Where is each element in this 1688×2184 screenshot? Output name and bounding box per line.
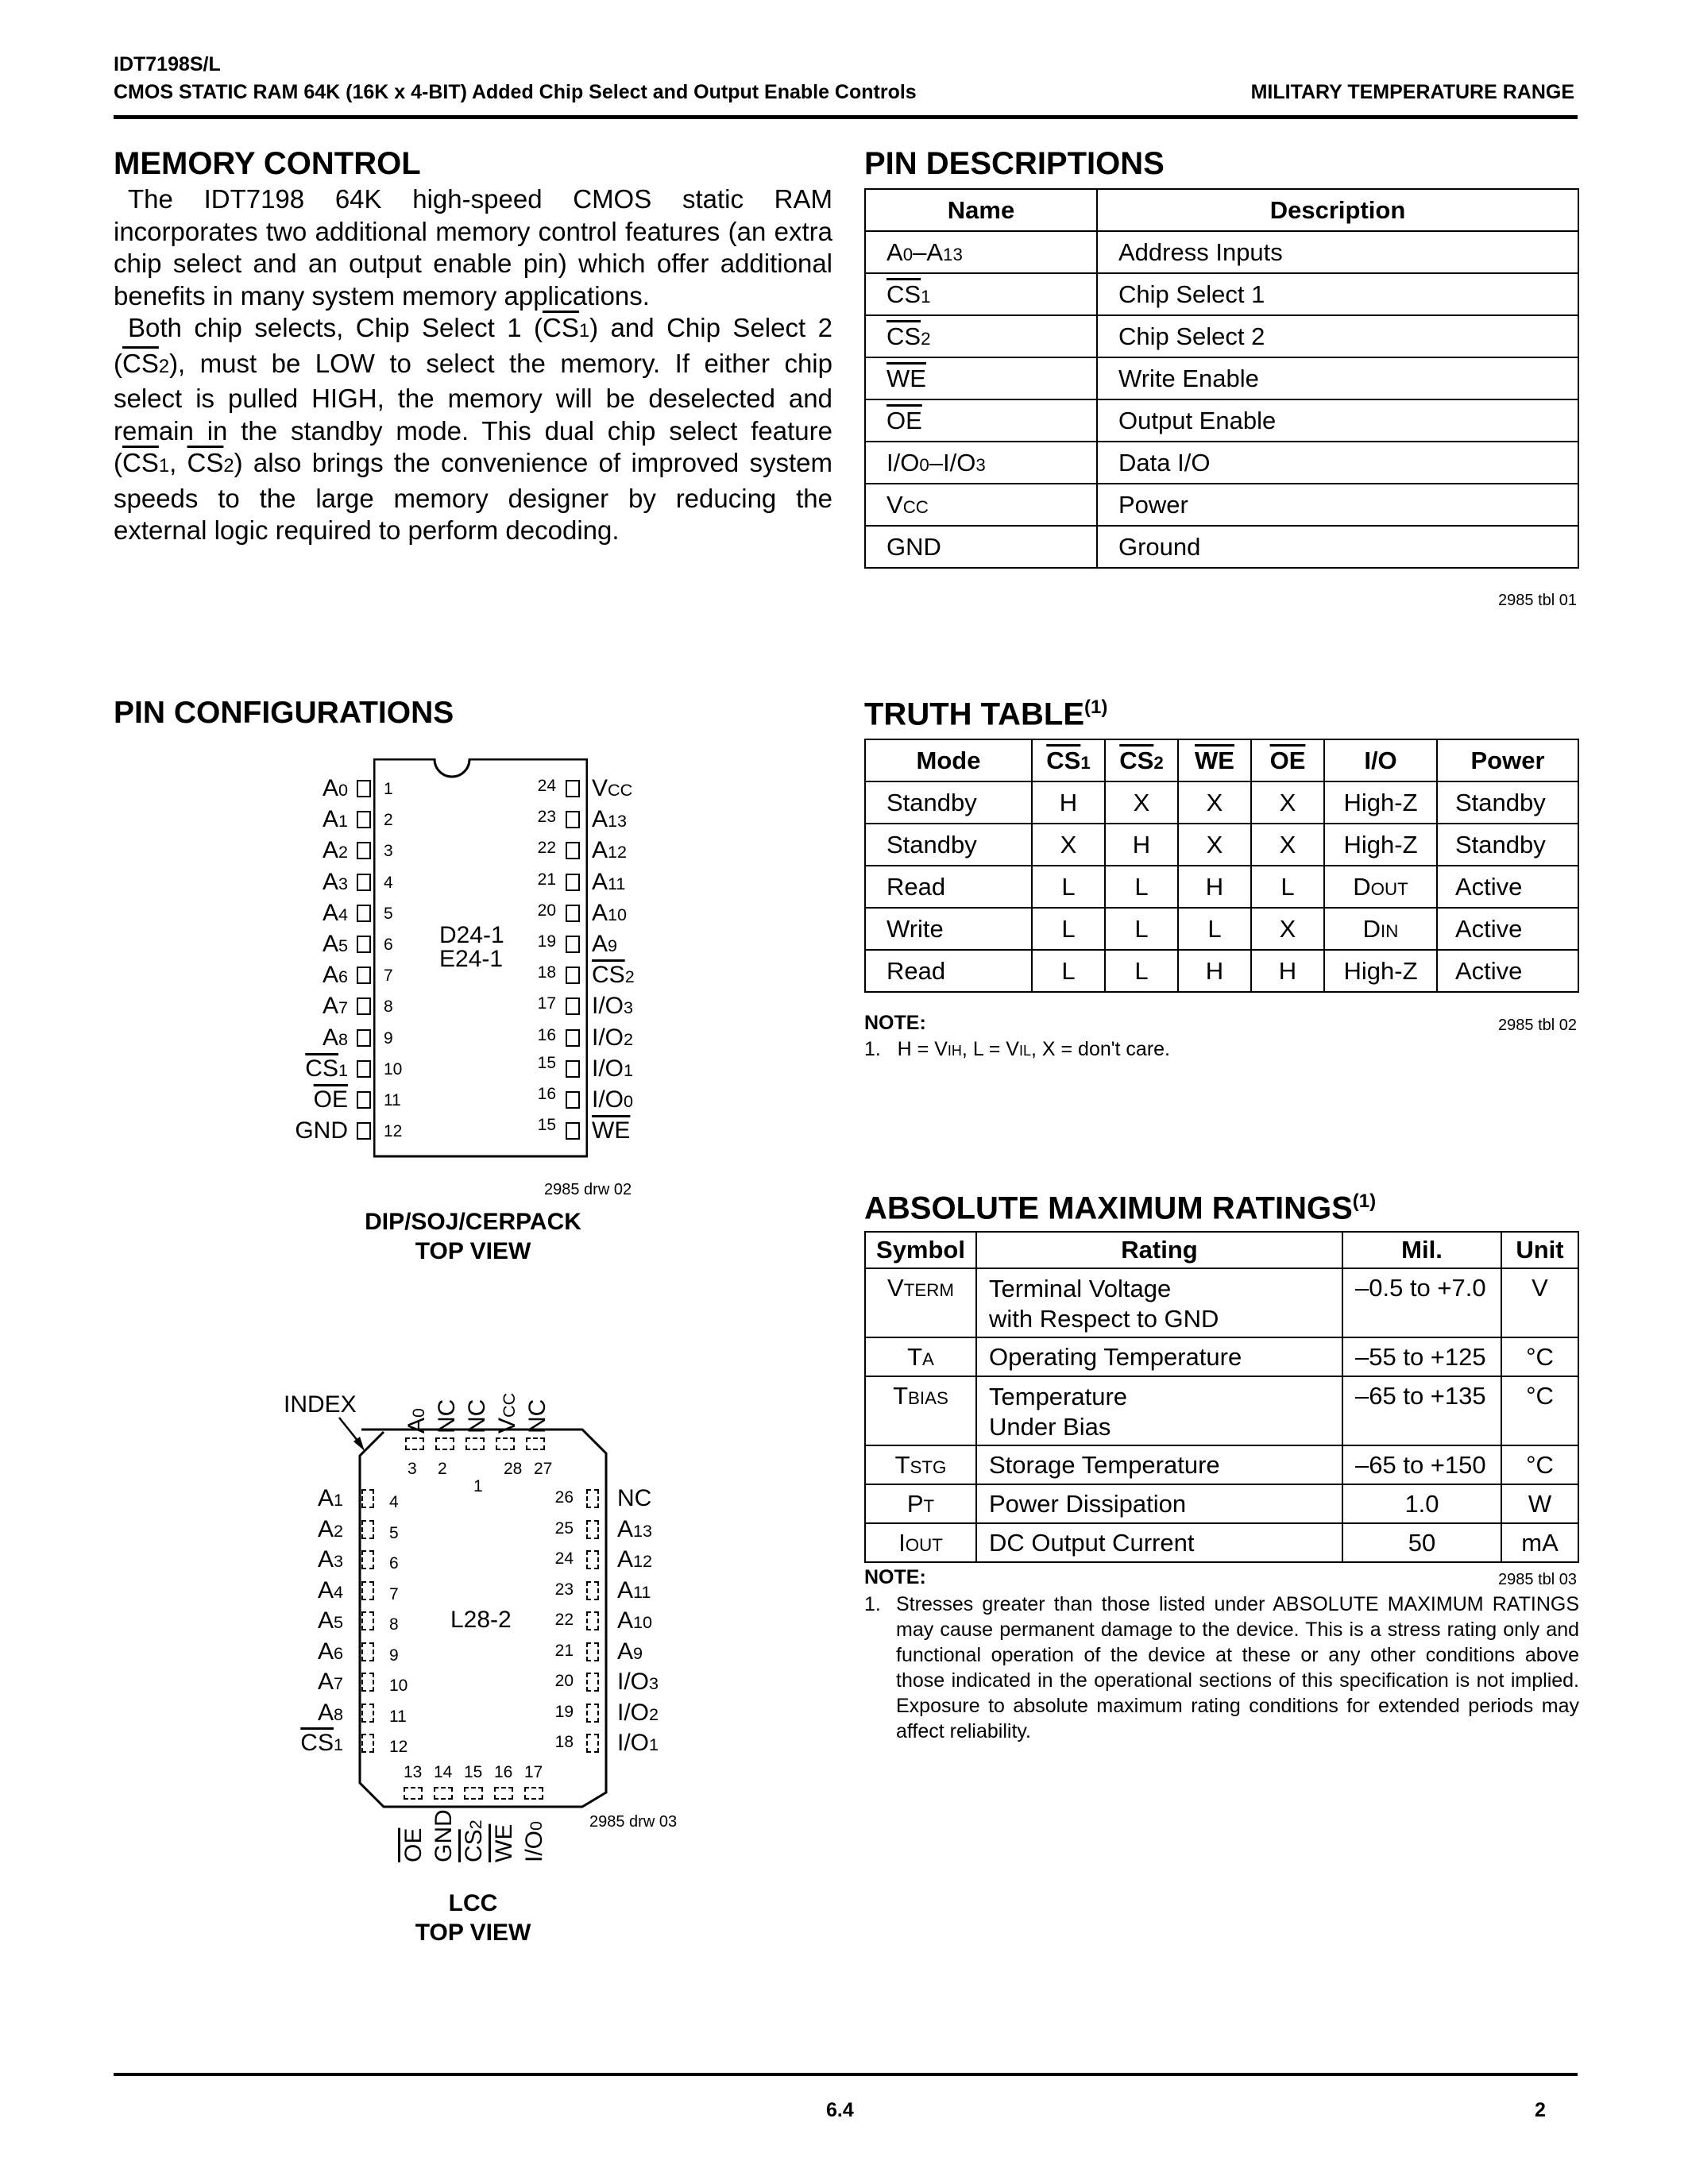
lcc-left-pin-label: $\overline{CS}1$ (300, 1730, 343, 1756)
col-io: I/O (1324, 739, 1437, 781)
dip-right-pin-label: A9 (592, 931, 618, 957)
lcc-top-pin-number: 1 (473, 1477, 483, 1495)
lcc-pin-pad (586, 1581, 599, 1600)
lcc-pin-pad (361, 1611, 374, 1630)
dip-left-pin-number: 4 (384, 873, 393, 892)
abs-note-1-num: 1. (864, 1593, 881, 1615)
lcc-right-pin-label: A9 (617, 1638, 643, 1665)
lcc-pin-pad (586, 1734, 599, 1753)
drw03-ref: 2985 drw 03 (589, 1813, 678, 1831)
dip-caption: DIP/SOJ/CERPACK TOP VIEW (365, 1209, 581, 1264)
col-cs1: $\overline{CS}1$ (1032, 739, 1105, 781)
dip-pin-pad (566, 874, 580, 891)
lcc-pin-pad (586, 1704, 599, 1723)
table-row (865, 273, 1578, 315)
abs-max-table (864, 1231, 1579, 1563)
dip-right-pin-label: I/O3 (592, 993, 634, 1020)
dip-left-pin-label: $\overline{OE}$ (313, 1086, 348, 1113)
lcc-pin-pad (361, 1734, 374, 1753)
col-oe: $\overline{OE}$ (1251, 739, 1324, 781)
dip-left-pin-label: $\overline{CS}1$ (305, 1055, 348, 1082)
lcc-left-pin-label: A4 (317, 1576, 343, 1603)
col-name: Name (865, 189, 1097, 231)
lcc-left-pin-number: 10 (389, 1677, 408, 1695)
lcc-top-pin-label: NC (464, 1399, 490, 1433)
dip-pin-pad (566, 1060, 580, 1078)
pin-name: $\overline{CS}1$ (865, 273, 1097, 315)
section-number: 6.4 (826, 2099, 854, 2121)
lcc-bottom-pin-number: 14 (434, 1763, 453, 1781)
lcc-pin-pad (524, 1787, 543, 1800)
truth-table-heading: TRUTH TABLE$^{(1)}$ (864, 696, 1108, 732)
lcc-bottom-pin-label: $\overline{WE}$ (491, 1823, 517, 1862)
dip-left-pin-number: 3 (384, 842, 393, 861)
dip-left-pin-number: 5 (384, 904, 393, 923)
pin-desc: Address Inputs (1097, 231, 1578, 273)
dip-left-pin-number: 11 (384, 1091, 401, 1109)
lcc-right-pin-number: 24 (554, 1549, 574, 1568)
lcc-right-pin-label: A13 (617, 1515, 653, 1542)
lcc-top-pin-number: 2 (438, 1460, 447, 1478)
memory-control-para1: The IDT7198 64K high-speed CMOS static RAM incorporates two additional memory control features (an extra chip select and an output enable pin) which offer additional benefits in many system memory applications. (114, 184, 832, 311)
dip-pin-pad (566, 780, 580, 797)
dip-pin-pad (566, 905, 580, 922)
table-row (865, 484, 1578, 526)
dip-right-pin-number: 20 (537, 901, 556, 920)
pin-desc: Ground (1097, 526, 1578, 568)
lcc-pin-pad (404, 1787, 423, 1800)
lcc-right-pin-number: 23 (554, 1580, 574, 1599)
table-row (865, 357, 1578, 399)
lcc-left-pin-number: 6 (389, 1554, 399, 1572)
dip-pin-pad (357, 842, 371, 859)
dip-pin-pad (566, 1122, 580, 1140)
dip-left-pin-label: A2 (322, 837, 348, 864)
dip-right-pin-label: A11 (592, 868, 626, 895)
lcc-left-pin-number: 7 (389, 1584, 399, 1603)
tbl03-ref: 2985 tbl 03 (1498, 1571, 1577, 1588)
dip-pin-pad (566, 1091, 580, 1109)
pin-desc: Output Enable (1097, 399, 1578, 442)
dip-right-pin-number: 19 (537, 932, 556, 951)
abs-note-1: Stresses greater than those listed under ABSOLUTE MAXIMUM RATINGS may cause permanent damage to the device. This is a stress rating only and functional operation of the device at these or any other conditions above those indicated in the operational sections of this specification is not implied. Exposure to absolute maximum rating conditions for extended periods may affect reliability. (896, 1593, 1579, 1742)
table-row: TSTG Storage Temperature –65 to +150 °C (865, 1445, 1578, 1484)
lcc-bottom-pin-label: I/O0 (521, 1820, 547, 1862)
memory-control-heading: MEMORY CONTROL (114, 146, 421, 181)
pin-desc: Power (1097, 484, 1578, 526)
lcc-package-code: L28-2 (450, 1607, 512, 1633)
lcc-left-pin-label: A1 (317, 1485, 343, 1511)
lcc-left-pin-label: A5 (317, 1607, 343, 1634)
lcc-pin-pad (586, 1489, 599, 1508)
pin-name: VCC (865, 484, 1097, 526)
page-number: 2 (1535, 2099, 1546, 2121)
lcc-right-pin-label: I/O1 (617, 1730, 659, 1756)
dip-pin-pad (566, 997, 580, 1015)
dip-right-pin-label: VCC (592, 775, 633, 801)
table-row (865, 231, 1578, 273)
lcc-bottom-pin-number: 13 (404, 1763, 423, 1781)
dip-left-pin-label: A7 (322, 993, 348, 1020)
truth-note-1: 1. H = VIH, L = VIL, X = don't care. (864, 1038, 1170, 1060)
pin-desc: Write Enable (1097, 357, 1578, 399)
tbl01-ref: 2985 tbl 01 (1498, 592, 1577, 609)
lcc-right-pin-label: A11 (617, 1576, 651, 1603)
lcc-pin-pad (361, 1581, 374, 1600)
dip-pin-pad (357, 1122, 371, 1140)
dip-right-pin-number: 16 (537, 1025, 556, 1044)
lcc-bottom-pin-number: 15 (464, 1763, 483, 1781)
table-row: Read L L H H High-Z Active (865, 950, 1578, 992)
dip-right-pin-number: 15 (537, 1053, 556, 1072)
rating-cell: Temperature Under Bias (976, 1376, 1342, 1445)
lcc-pin-pad (586, 1611, 599, 1630)
dip-left-pin-label: A5 (322, 931, 348, 957)
dip-pin-pad (357, 1091, 371, 1109)
rating-cell: Terminal Voltage with Respect to GND (976, 1268, 1342, 1337)
dip-left-pin-number: 8 (384, 997, 393, 1017)
dip-left-pin-number: 2 (384, 811, 393, 830)
dip-pin-pad (566, 811, 580, 828)
table-row (865, 315, 1578, 357)
memory-control-text (114, 183, 832, 547)
col-power: Power (1437, 739, 1578, 781)
table-header-row: Symbol Rating Mil. Unit (865, 1232, 1578, 1268)
lcc-left-pin-number: 4 (389, 1493, 399, 1511)
table-row: PT Power Dissipation 1.0 W (865, 1484, 1578, 1523)
dip-right-pin-label: $\overline{WE}$ (592, 1117, 631, 1144)
part-number: IDT7198S/L (114, 53, 221, 75)
sym-ta: TA (865, 1337, 976, 1376)
lcc-right-pin-number: 18 (554, 1733, 574, 1751)
pin-desc: Data I/O (1097, 442, 1578, 484)
truth-note-label: NOTE: (864, 1012, 926, 1034)
lcc-left-pin-number: 11 (389, 1707, 407, 1726)
lcc-right-pin-number: 25 (554, 1518, 574, 1538)
lcc-pin-pad (361, 1489, 374, 1508)
dip-right-pin-label: I/O1 (592, 1055, 634, 1082)
pin-configurations-heading: PIN CONFIGURATIONS (114, 696, 454, 730)
dip-left-pin-number: 7 (384, 967, 393, 986)
header-rule (114, 115, 1578, 119)
truth-table (864, 739, 1579, 993)
dip-right-pin-label: A12 (592, 837, 628, 864)
lcc-bottom-pin-label: $\overline{CS}2$ (461, 1819, 487, 1862)
lcc-pin-pad (434, 1787, 453, 1800)
table-row (865, 399, 1578, 442)
abs-max-heading: ABSOLUTE MAXIMUM RATINGS$^{(1)}$ (864, 1190, 1377, 1226)
abs-note-label: NOTE: (864, 1566, 926, 1588)
sym-iout: IOUT (865, 1523, 976, 1562)
lcc-pin-pad (586, 1520, 599, 1539)
lcc-left-pin-label: A8 (317, 1699, 343, 1726)
dip-pin-pad (357, 1029, 371, 1047)
dip-left-pin-label: A3 (322, 868, 348, 895)
dip-left-pin-number: 9 (384, 1028, 393, 1048)
lcc-right-pin-label: I/O3 (617, 1669, 659, 1695)
lcc-right-pin-number: 21 (554, 1641, 574, 1660)
table-row (865, 526, 1578, 568)
pin-descriptions-table (864, 188, 1579, 569)
dip-pin-pad (357, 997, 371, 1015)
lcc-bottom-pin-number: 16 (494, 1763, 513, 1781)
lcc-caption: LCC TOP VIEW (415, 1890, 531, 1946)
lcc-pin-pad (435, 1437, 454, 1450)
dip-right-pin-label: A10 (592, 899, 628, 926)
pin-name: A0–A13 (865, 231, 1097, 273)
col-we: $\overline{WE}$ (1178, 739, 1251, 781)
lcc-left-pin-label: A2 (317, 1515, 343, 1542)
pin-name: $\overline{CS}2$ (865, 315, 1097, 357)
lcc-left-pin-label: A3 (317, 1546, 343, 1572)
dip-right-pin-number: 24 (537, 777, 556, 795)
dip-left-pin-number: 1 (384, 780, 393, 798)
dip-right-pin-label: $\overline{CS}2$ (592, 962, 635, 989)
lcc-pin-pad (361, 1520, 374, 1539)
dip-left-pin-label: A1 (322, 806, 348, 833)
lcc-top-pin-number: 27 (534, 1460, 553, 1478)
pin-name: $\overline{WE}$ (865, 357, 1097, 399)
dip-pin-pad (357, 811, 371, 828)
dip-left-pin-label: A0 (322, 775, 348, 801)
dip-pin-pad (357, 1060, 371, 1078)
dip-right-pin-number: 22 (537, 839, 556, 858)
dip-pin-pad (566, 967, 580, 984)
lcc-pin-pad (465, 1437, 485, 1450)
lcc-top-pin-label: NC (434, 1399, 460, 1433)
dip-right-pin-label: I/O0 (592, 1086, 634, 1113)
lcc-left-pin-number: 12 (389, 1738, 408, 1756)
table-row: VTERM Terminal Voltage with Respect to GND –0.5 to +7.0 V (865, 1268, 1578, 1337)
lcc-index-label: INDEX (284, 1391, 357, 1418)
lcc-left-pin-number: 9 (389, 1646, 399, 1665)
lcc-left-pin-label: A6 (317, 1638, 343, 1665)
dip-pin-pad (357, 905, 371, 922)
pin-name: GND (865, 526, 1097, 568)
lcc-top-pin-number: 28 (504, 1460, 523, 1478)
lcc-pin-pad (361, 1642, 374, 1661)
lcc-left-pin-number: 5 (389, 1523, 399, 1542)
drw02-ref: 2985 drw 02 (544, 1181, 632, 1198)
dip-right-pin-label: I/O2 (592, 1024, 634, 1051)
dip-right-pin-number: 17 (537, 994, 556, 1013)
lcc-top-pin-label: NC (524, 1399, 550, 1433)
table-row: IOUT DC Output Current 50 mA (865, 1523, 1578, 1562)
table-header-row (865, 739, 1578, 781)
dip-pin-pad (357, 874, 371, 891)
lcc-bottom-pin-label: $\overline{OE}$ (400, 1827, 427, 1862)
lcc-pin-pad (586, 1642, 599, 1661)
table-row: Standby X H X X High-Z Standby (865, 824, 1578, 866)
dip-package-code: D24-1 E24-1 (439, 922, 504, 972)
lcc-right-pin-number: 20 (554, 1672, 574, 1690)
lcc-pin-pad (586, 1673, 599, 1692)
dip-left-pin-number: 6 (384, 936, 393, 954)
table-row: TBIAS Temperature Under Bias –65 to +135 °C (865, 1376, 1578, 1445)
dip-pin-pad (566, 936, 580, 953)
lcc-pin-pad (496, 1437, 515, 1450)
pin-descriptions-heading: PIN DESCRIPTIONS (864, 146, 1165, 181)
dip-pin-pad (566, 842, 580, 859)
table-row: Write L L L X DIN Active (865, 908, 1578, 950)
dip-right-pin-number: 18 (537, 963, 556, 982)
pin-desc: Chip Select 1 (1097, 273, 1578, 315)
col-description: Description (1097, 189, 1578, 231)
lcc-right-pin-label: NC (617, 1485, 652, 1511)
lcc-bottom-pin-label: GND (431, 1809, 457, 1862)
sym-tbias: TBIAS (865, 1376, 976, 1445)
lcc-right-pin-number: 19 (554, 1702, 574, 1721)
dip-right-pin-label: A13 (592, 806, 628, 833)
footer-rule (114, 2073, 1578, 2076)
lcc-left-pin-number: 8 (389, 1615, 399, 1634)
table-row (865, 442, 1578, 484)
dip-left-pin-label: A6 (322, 962, 348, 989)
dip-left-pin-number: 12 (384, 1122, 403, 1141)
tbl02-ref: 2985 tbl 02 (1498, 1017, 1577, 1034)
dip-left-pin-label: A4 (322, 899, 348, 926)
dip-pin-pad (357, 967, 371, 984)
lcc-right-pin-number: 26 (554, 1488, 574, 1507)
lcc-right-pin-label: I/O2 (617, 1699, 659, 1726)
sym-vterm: VTERM (865, 1268, 976, 1337)
sym-tstg: TSTG (865, 1445, 976, 1484)
pin-name: I/O0–I/O3 (865, 442, 1097, 484)
lcc-top-pin-label: A0 (404, 1407, 430, 1433)
dip-left-pin-label: A8 (322, 1024, 348, 1051)
col-mode: Mode (865, 739, 1032, 781)
dip-right-pin-number: 21 (537, 870, 556, 889)
document-title: CMOS STATIC RAM 64K (16K x 4-BIT) Added Chip Select and Output Enable Controls (114, 81, 917, 103)
lcc-pin-pad (586, 1550, 599, 1569)
dip-pin-pad (357, 936, 371, 953)
pin-desc: Chip Select 2 (1097, 315, 1578, 357)
col-cs2: $\overline{CS}2$ (1105, 739, 1178, 781)
dip-pin-pad (357, 780, 371, 797)
sym-pt: PT (865, 1484, 976, 1523)
lcc-pin-pad (494, 1787, 513, 1800)
lcc-pin-pad (526, 1437, 545, 1450)
table-row: Standby H X X X High-Z Standby (865, 781, 1578, 824)
lcc-top-pin-number: 3 (408, 1460, 417, 1478)
temperature-range: MILITARY TEMPERATURE RANGE (1250, 81, 1574, 103)
lcc-right-pin-number: 22 (554, 1611, 574, 1629)
dip-left-pin-number: 10 (384, 1059, 403, 1078)
dip-pin-pad (566, 1029, 580, 1047)
lcc-bottom-pin-number: 17 (524, 1763, 543, 1781)
lcc-pin-pad (464, 1787, 483, 1800)
lcc-top-pin-label: VCC (494, 1392, 520, 1433)
lcc-left-pin-label: A7 (317, 1669, 343, 1695)
dip-right-pin-number: 16 (537, 1085, 556, 1103)
table-row: Read L L H L DOUT Active (865, 866, 1578, 908)
dip-right-pin-number: 23 (537, 808, 556, 827)
lcc-right-pin-label: A12 (617, 1546, 653, 1572)
table-row: TA Operating Temperature –55 to +125 °C (865, 1337, 1578, 1376)
lcc-pin-pad (405, 1437, 424, 1450)
memory-control-para2: Both chip selects, Chip Select 1 $(\overline{CS}1)$ and Chip Select 2 $(\overline{CS}2)$, must be LOW to select the memory. If either chip select is pulled HIGH, the memory will be deselected and remain in the standby mode. This dual chip select feature ($\overline{CS}1$, $\overline{CS}2$) also brings the convenience of improved system speeds to the large memory designer by reducing the external logic required to perform decoding. (114, 313, 832, 545)
table-header-row (865, 189, 1578, 231)
lcc-pin-pad (361, 1673, 374, 1692)
dip-left-pin-label: GND (295, 1117, 348, 1144)
lcc-right-pin-label: A10 (617, 1607, 653, 1634)
lcc-pin-pad (361, 1704, 374, 1723)
lcc-pin-pad (361, 1550, 374, 1569)
dip-right-pin-number: 15 (537, 1116, 556, 1135)
pin-name: $\overline{OE}$ (865, 399, 1097, 442)
